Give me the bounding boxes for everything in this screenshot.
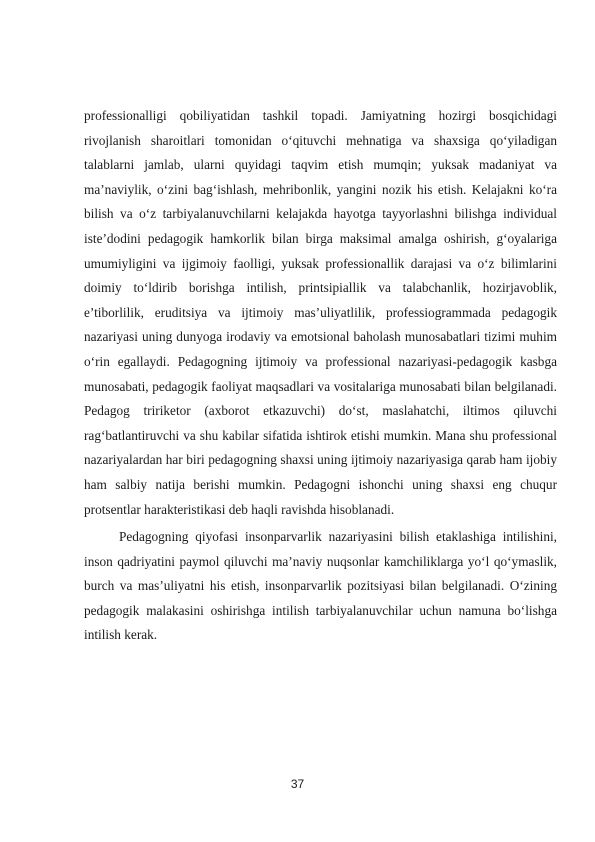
document-body — [84, 104, 557, 648]
paragraph-pedagog-qiyofasi: Pedagogning qiyofasi insonparvarlik nazariyasini bilish etaklashiga intilishini, inson qadriyatini paymol qiluvchi ma’naviy nuqsonlar kamchiliklarga yo‘l qo‘ymaslik, burch va mas’uliyatni his etish, insonparvarlik pozitsiyasi bilan belgilanadi. O‘zining pedagogik malakasini oshirishga intilish tarbiyalanuvchilar uchun namuna bo‘lishga intilish kerak. — [84, 529, 557, 643]
page-number: 37 — [290, 777, 305, 791]
paragraph-continuation: professionalligi qobiliyatidan tashkil topadi. Jamiyatning hozirgi bosqichidagi rivojlanish sharoitlari tomonidan o‘qituvchi mehnatiga va shaxsiga qo‘yiladigan talablarni jamlab, ularni quyidagi taqvim etish mumqin; yuksak madaniyat va ma’naviylik, o‘zini bag‘ishlash, mehribonlik, yangini nozik his etish. Kelajakni ko‘ra bilish va o‘z tarbiyalanuvchilarni kelajakda hayotga tayyorlashni bilishga individual iste’dodini pedagogik hamkorlik bilan birga maksimal amalga oshirish, g‘oyalariga umumiyligini va ijgimoiy faolligi, yuksak professionallik darajasi va o‘z bilimlarini doimiy to‘ldirib borishga intilish, printsipiallik va talabchanlik, hozirjavoblik, e’tiborlilik, eruditsiya va ijtimoiy mas’uliyatlilik, professiogrammada pedagogik nazariyasi uning dunyoga irodaviy va emotsional baholash munosabatlari tizimi muhim o‘rin egallaydi. Pedagogning ijtimoiy va professional nazariyasi-pedagogik kasbga munosabati, pedagogik faoliyat maqsadlari va vositalariga munosabati bilan belgilanadi. Pedagog tririketor (axborot etkazuvchi) do‘st, maslahatchi, iltimos qiluvchi rag‘batlantiruvchi va shu kabilar sifatida ishtirok etishi mumkin. Mana shu professional nazariyalardan har biri pedagogning shaxsi uning ijtimoiy nazariyasiga qarab ham ijobiy ham salbiy natija berishi mumkin. Pedagogni ishonchi uning shaxsi eng chuqur protsentlar harakteristikasi deb haqli ravishda hisoblanadi. — [84, 108, 557, 517]
